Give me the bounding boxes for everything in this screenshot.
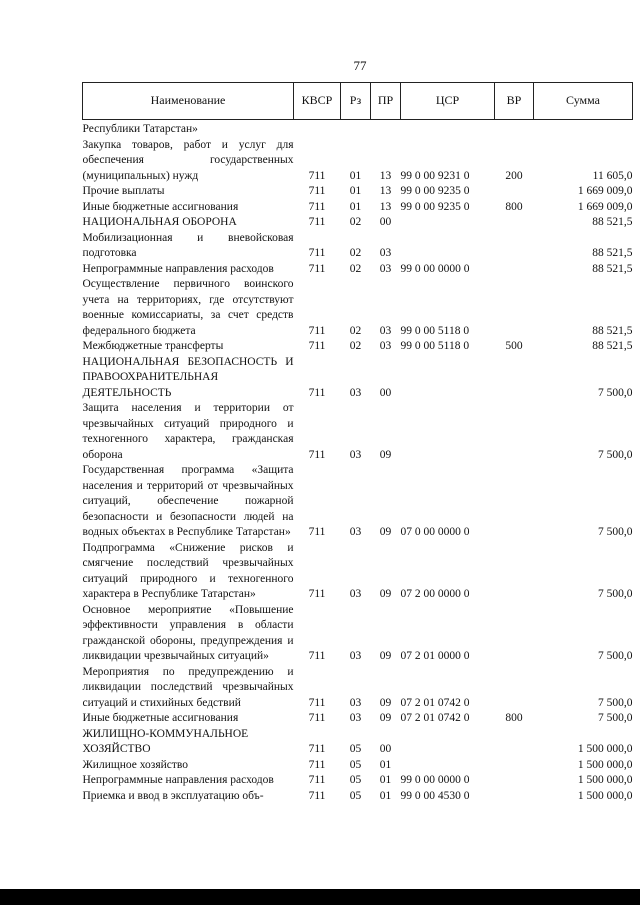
bottom-scan-edge [0,889,640,905]
cell-pr: 00 [379,216,392,228]
cell-pr: 01 [379,789,392,802]
header-name: Наименование [83,83,294,120]
cell-kvsr: 711 [308,588,326,600]
cell-kvsr: 711 [308,386,326,399]
cell-csr: 99 0 00 0000 0 [400,262,470,275]
table-row [83,277,633,339]
cell-rz: 02 [349,262,362,275]
cell-name: Прочие выплаты [82,185,165,197]
cell-rz: 03 [349,588,362,600]
cell-vr: 800 [505,712,523,724]
cell-kvsr: 711 [308,789,326,802]
cell-sum: 88 521,5 [592,262,633,275]
cell-pr: 09 [379,526,392,538]
table-row [83,711,633,727]
cell-sum: 1 500 000,0 [577,774,633,786]
cell-pr: 09 [379,696,392,709]
table-row [83,138,633,185]
cell-sum [534,120,633,138]
cell-csr [401,231,495,262]
cell-name: Государственная программа «Защита населения и территорий от чрезвычайных ситуаций, обеспечение пожарной безопасности и безопасности людей на водных объектах в Республике Татарстан» [82,464,294,538]
table-row [83,339,633,355]
cell-name: Подпрограмма «Снижение рисков и смягчение последствий чрезвычайных ситуаций природного и техногенного характера в Республике Татарстан» [82,541,294,600]
cell-kvsr: 711 [308,169,326,182]
cell-pr: 09 [379,712,392,724]
cell-sum: 1 500 000,0 [577,743,633,755]
cell-sum: 88 521,5 [592,340,633,352]
cell-rz: 03 [349,650,362,662]
cell-pr: 09 [379,448,392,461]
cell-sum: 1 669 009,0 [577,185,633,197]
cell-pr: 00 [379,386,392,399]
cell-vr [495,355,534,402]
cell-rz: 01 [349,185,362,197]
cell-kvsr [294,120,341,138]
cell-csr [401,758,495,774]
cell-rz: 05 [349,758,362,771]
cell-pr: 09 [379,650,392,662]
cell-vr [495,773,534,789]
header-kvsr: КВСР [294,83,341,120]
cell-name: Иные бюджетные ассигнования [82,712,239,724]
cell-vr [495,789,534,805]
cell-kvsr: 711 [308,324,326,337]
cell-rz: 03 [349,448,362,461]
cell-csr: 07 2 00 0000 0 [400,588,470,600]
cell-pr: 13 [379,200,392,213]
cell-rz: 02 [349,247,362,259]
cell-name: НАЦИОНАЛЬНАЯ БЕЗОПАСНОСТЬ И ПРАВООХРАНИТЕЛЬНАЯ ДЕЯТЕЛЬНОСТЬ [82,355,294,399]
cell-name: Приемка и ввод в эксплуатацию объ- [82,789,264,802]
cell-kvsr: 711 [308,650,326,662]
cell-sum: 7 500,0 [598,696,633,709]
cell-name: Межбюджетные трансферты [82,340,224,352]
cell-csr: 99 0 00 9235 0 [400,185,470,197]
table-row [83,727,633,758]
cell-vr [495,603,534,665]
table-row [83,603,633,665]
cell-vr [495,262,534,278]
cell-pr: 03 [379,262,392,275]
table-row [83,262,633,278]
cell-sum: 7 500,0 [598,526,633,538]
cell-csr: 99 0 00 0000 0 [400,774,470,786]
cell-vr: 200 [505,169,523,182]
cell-sum: 7 500,0 [598,650,633,662]
table-row [83,463,633,541]
page-number: 77 [353,58,367,73]
cell-vr: 800 [505,200,523,213]
cell-csr: 07 2 01 0000 0 [400,650,470,662]
budget-table [82,82,633,804]
cell-name: НАЦИОНАЛЬНАЯ ОБОРОНА [82,216,237,228]
header-pr: ПР [371,83,401,120]
cell-pr: 03 [379,324,392,337]
cell-name: Мероприятия по предупреждению и ликвидации последствий чрезвычайных ситуаций и стихийных бедствий [82,665,294,709]
table-row [83,200,633,216]
cell-rz: 02 [349,216,362,228]
cell-kvsr: 711 [308,696,326,709]
cell-vr [495,665,534,712]
table-header-row [83,83,633,120]
table-row [83,401,633,463]
cell-sum: 11 605,0 [592,169,633,182]
table-row [83,541,633,603]
table-row [83,789,633,805]
cell-vr [495,184,534,200]
table-row [83,773,633,789]
cell-rz: 02 [349,324,362,337]
cell-vr: 500 [505,340,523,352]
cell-kvsr: 711 [308,200,326,213]
cell-rz: 05 [349,743,362,755]
table-row [83,120,633,138]
cell-name: Закупка товаров, работ и услуг для обеспечения государственных (муниципальных) нужд [82,138,294,182]
cell-vr [495,541,534,603]
cell-kvsr: 711 [308,526,326,538]
cell-csr: 99 0 00 5118 0 [400,324,470,337]
cell-rz: 03 [349,386,362,399]
table-row [83,231,633,262]
cell-rz: 03 [349,712,362,724]
cell-kvsr: 711 [308,247,326,259]
cell-sum: 7 500,0 [598,448,633,461]
cell-rz: 05 [349,774,362,786]
cell-csr: 07 2 01 0742 0 [400,696,470,709]
cell-csr: 99 0 00 4530 0 [400,789,470,802]
table-row [83,184,633,200]
cell-rz: 03 [349,696,362,709]
cell-sum: 1 500 000,0 [577,758,633,771]
cell-name: Основное мероприятие «Повышение эффективности управления в области гражданской обороны, предупреждения и ликвидации чрезвычайных ситуаций» [82,603,294,662]
cell-pr: 01 [379,774,392,786]
cell-csr: 07 2 01 0742 0 [400,712,470,724]
cell-name: Республики Татарстан» [82,123,198,135]
cell-pr: 03 [379,247,392,259]
cell-name: ЖИЛИЩНО-КОММУНАЛЬНОЕ ХОЗЯЙСТВО [82,727,249,755]
cell-csr [401,215,495,231]
cell-rz: 02 [349,340,362,352]
header-rz: Рз [341,83,371,120]
cell-rz: 01 [349,169,362,182]
cell-rz: 03 [349,526,362,538]
table-row [83,665,633,712]
cell-name: Непрограммные направления расходов [82,262,274,275]
cell-pr: 03 [379,340,392,352]
cell-csr: 07 0 00 0000 0 [400,526,470,538]
cell-csr: 99 0 00 5118 0 [400,340,470,352]
cell-name: Осуществление первичного воинского учета на территориях, где отсутствуют военные комиссариаты, за счет средств федерального бюджета [82,278,294,337]
cell-name: Защита населения и территории от чрезвычайных ситуаций природного и техногенного характера, гражданская оборона [82,402,294,461]
cell-rz: 05 [349,789,362,802]
cell-sum: 88 521,5 [592,247,633,259]
cell-pr: 09 [379,588,392,600]
cell-sum: 1 669 009,0 [577,200,633,213]
cell-name: Непрограммные направления расходов [82,774,274,786]
cell-kvsr: 711 [308,758,326,771]
cell-name: Иные бюджетные ассигнования [82,200,239,213]
cell-kvsr: 711 [308,185,326,197]
cell-kvsr: 711 [308,774,326,786]
cell-vr [495,727,534,758]
cell-kvsr: 711 [308,262,326,275]
cell-sum: 7 500,0 [598,712,633,724]
header-sum: Сумма [534,83,633,120]
cell-sum: 7 500,0 [598,386,633,399]
cell-csr [401,401,495,463]
cell-kvsr: 711 [308,216,326,228]
cell-sum: 1 500 000,0 [577,789,633,802]
cell-csr [401,355,495,402]
cell-rz [341,120,371,138]
cell-pr: 13 [379,169,392,182]
cell-kvsr: 711 [308,712,326,724]
cell-name: Мобилизационная и вневойсковая подготовка [82,231,294,259]
cell-name: Жилищное хозяйство [82,758,189,771]
cell-vr [495,215,534,231]
cell-kvsr: 711 [308,340,326,352]
cell-vr [495,120,534,138]
cell-vr [495,277,534,339]
cell-vr [495,758,534,774]
cell-kvsr: 711 [308,448,326,461]
header-vr: ВР [495,83,534,120]
cell-vr [495,231,534,262]
cell-rz: 01 [349,200,362,213]
cell-pr: 00 [379,743,392,755]
header-csr: ЦСР [401,83,495,120]
cell-pr: 13 [379,185,392,197]
table-row [83,215,633,231]
cell-sum: 88 521,5 [592,324,633,337]
cell-sum: 88 521,5 [592,216,633,228]
cell-csr [401,120,495,138]
cell-sum: 7 500,0 [598,588,633,600]
cell-vr [495,463,534,541]
cell-csr: 99 0 00 9231 0 [400,169,470,182]
table-row [83,355,633,402]
cell-pr: 01 [379,758,392,771]
cell-csr [401,727,495,758]
cell-pr [371,120,401,138]
table-row [83,758,633,774]
cell-vr [495,401,534,463]
cell-kvsr: 711 [308,743,326,755]
cell-csr: 99 0 00 9235 0 [400,200,470,213]
